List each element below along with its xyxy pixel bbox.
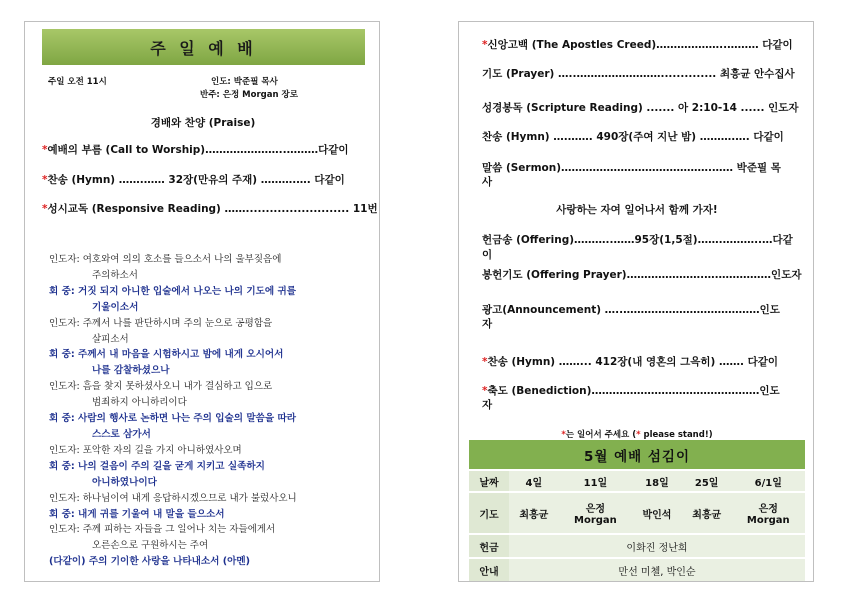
leader-line: 주의하소서: [92, 269, 138, 281]
table-row: [469, 493, 805, 533]
date-cell: 4일: [509, 471, 559, 491]
leader-line: 범죄하지 아니하리이다: [92, 397, 187, 409]
order-item: *신앙고백 (The Apostles Creed)………………..……… 다같이: [482, 39, 793, 51]
usher-cell: 만선 미첼, 박인순: [509, 559, 805, 581]
order-item: 봉헌기도 (Offering Prayer)………………….….……………인도자: [482, 269, 802, 281]
congregation-line: 회 중: 나의 걸음이 주의 길을 굳게 지키고 실족하지: [49, 460, 265, 472]
order-item-wrap: 자: [482, 318, 493, 330]
exhortation: 사랑하는 자여 일어나서 함께 가자!: [556, 204, 718, 216]
left-page: [24, 21, 380, 582]
order-item: 찬송 (Hymn) ….……. 490장(주여 지난 밤) ……….…. 다같이: [482, 131, 784, 143]
order-item: 말씀 (Sermon)…………………………………….…… 박준필 목: [482, 162, 781, 174]
preacher-label: 인도: 박준필 목사: [211, 77, 278, 87]
order-item: *찬송 (Hymn) ……... 412장(내 영혼의 그윽히) ……. 다같이: [482, 356, 779, 368]
stand-marker: *: [42, 144, 48, 156]
accompanist-label: 반주: 은정 Morgan 장로: [200, 90, 298, 100]
schedule-title: 5월 예배 섬김이: [469, 440, 805, 469]
congregation-line: 회 중: 거짓 되지 아니한 입술에서 나오는 나의 기도에 귀를: [49, 285, 297, 297]
row-header: 날짜: [469, 471, 509, 491]
congregation-line: 회 중: 사람의 행사로 논하면 나는 주의 입술의 말씀을 따라: [49, 413, 297, 425]
prayer-cell: 박인석: [632, 493, 682, 533]
offering-cell: 이화진 정난희: [509, 535, 805, 557]
prayer-cell: 최흥균: [509, 493, 559, 533]
responsive-reading: [49, 252, 379, 570]
order-item: 성경봉독 (Scripture Reading) ....... 아 2:10-14 ...... 인도자: [482, 102, 799, 114]
date-cell: 25일: [682, 471, 732, 491]
schedule-table: [469, 469, 805, 583]
row-header: 기도: [469, 493, 509, 533]
unison-line: (다같이) 주의 기이한 사랑을 나타내소서 (아멘): [49, 556, 251, 568]
right-page: [458, 21, 814, 582]
table-row: [469, 471, 805, 491]
congregation-line: 회 중: 내게 귀를 기울여 내 말을 들으소서: [49, 508, 225, 520]
praise-section-title: 경배와 찬양 (Praise): [150, 117, 256, 129]
date-cell: 18일: [632, 471, 682, 491]
leader-line: 인도자: 하나님이여 내게 응답하시겠으므로 내가 불렀사오니: [49, 492, 297, 504]
date-cell: 6/1일: [732, 471, 805, 491]
prayer-cell: 최흥균: [682, 493, 732, 533]
congregation-line: 스스로 삼가서: [92, 428, 151, 440]
serving-schedule: [469, 440, 805, 583]
congregation-line: 회 중: 주께서 내 마음을 시험하시고 밤에 내게 오시어서: [49, 349, 284, 361]
order-item: 기도 (Prayer) …..…………………….............. 최흥균 안수집사: [482, 68, 795, 80]
stand-marker: *: [42, 203, 48, 215]
congregation-line: 나를 감찰하셨으나: [92, 365, 170, 377]
prayer-cell: 은정 Morgan: [559, 493, 632, 533]
leader-line: 인도자: 흠을 찾지 못하셨사오니 내가 결심하고 입으로: [49, 381, 273, 393]
order-item: 헌금송 (Offering)………..……95장(1,5절)…….………..…다같이: [482, 234, 793, 261]
prayer-cell: 은정 Morgan: [732, 493, 805, 533]
leader-line: 인도자: 주께서 나를 판단하시며 주의 눈으로 공평함을: [49, 317, 273, 329]
stand-marker: *: [482, 385, 488, 397]
leader-line: 인도자: 주께 피하는 자들을 그 일어나 치는 자들에게서: [49, 524, 276, 536]
service-time: 주일 오전 11시: [48, 77, 107, 87]
leader-line: 인도자: 포악한 자의 길을 가지 아니하였사오며: [49, 444, 242, 456]
date-cell: 11일: [559, 471, 632, 491]
order-item-wrap: 자: [482, 399, 493, 411]
service-title: 주 일 예 배: [42, 29, 365, 65]
row-header: 헌금: [469, 535, 509, 557]
stand-marker: *: [482, 39, 488, 51]
stand-marker: *: [42, 174, 48, 186]
order-item: *예배의 부름 (Call to Worship)…………………..………다같이: [42, 144, 349, 156]
table-row: [469, 559, 805, 581]
leader-line: 인도자: 여호와여 의의 호소를 들으소서 나의 울부짖음에: [49, 254, 282, 265]
leader-line: 살피소서: [92, 333, 129, 345]
order-item: *성시교독 (Responsive Reading) …….......................... 11번: [42, 203, 378, 215]
stand-marker: *: [482, 356, 488, 368]
order-item: 광고(Announcement) …..…………………………………인도: [482, 304, 780, 316]
leader-line: 오른손으로 구원하시는 주여: [92, 540, 209, 552]
congregation-line: 아니하였나이다: [92, 476, 157, 488]
row-header: 안내: [469, 559, 509, 581]
stand-note: *는 일어서 주세요 (* please stand!): [561, 430, 713, 440]
table-row: [469, 535, 805, 557]
order-item: *축도 (Benediction)…………………………………………인도: [482, 385, 780, 397]
order-item: *찬송 (Hymn) …….…… 32장(만유의 주재) ……….…. 다같이: [42, 174, 345, 186]
congregation-line: 기울이소서: [92, 301, 139, 313]
order-item-wrap: 사: [482, 176, 493, 188]
